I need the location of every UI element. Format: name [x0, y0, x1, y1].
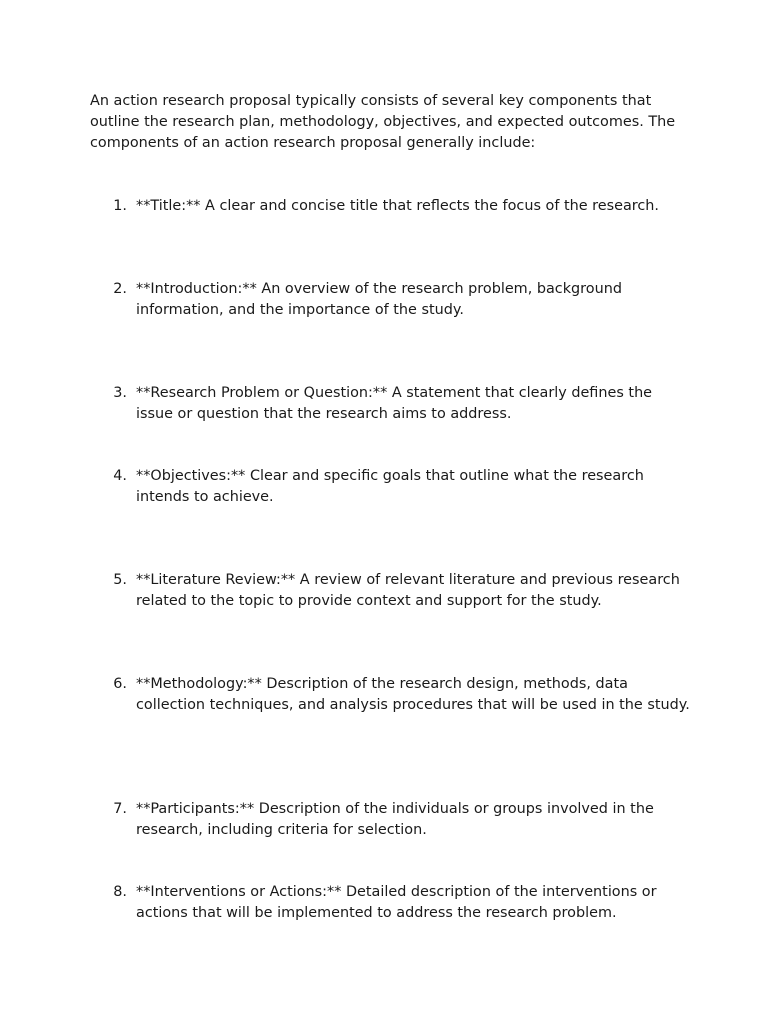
list-item-text: **Research Problem or Question:** A statement that clearly defines the issue or question that the research aims to address.: [136, 385, 653, 422]
list-item: [90, 799, 690, 841]
list-item: [90, 196, 690, 217]
list-item: [90, 674, 690, 716]
list-item: [90, 882, 690, 924]
list-item-text: **Methodology:** Description of the research design, methods, data collection techniques, and analysis procedures that will be used in the study.: [136, 676, 690, 713]
intro-paragraph: An action research proposal typically consists of several key components that outline the research plan, methodology, objectives, and expected outcomes. The components of an action research proposal generally include:: [90, 93, 676, 151]
list-item-text: **Objectives:** Clear and specific goals that outline what the research intends to achieve.: [136, 468, 644, 505]
list-item-text: **Title:** A clear and concise title that reflects the focus of the research.: [136, 198, 659, 214]
list-item-text: **Interventions or Actions:** Detailed description of the interventions or actions that will be implemented to address the research problem.: [136, 884, 657, 921]
list-item-number: 2.: [113, 281, 127, 297]
list-item-number: 6.: [113, 676, 127, 692]
list-item: [90, 466, 690, 508]
list-item-text: **Participants:** Description of the individuals or groups involved in the research, including criteria for selection.: [136, 801, 654, 838]
list-item-text: **Literature Review:** A review of relevant literature and previous research related to the topic to provide context and support for the study.: [136, 572, 680, 609]
list-item-number: 3.: [113, 385, 127, 401]
list-item-number: 8.: [113, 884, 127, 900]
list-item-number: 1.: [113, 198, 127, 214]
list-item: [90, 279, 690, 321]
list-item-text: **Introduction:** An overview of the research problem, background information, and the importance of the study.: [136, 281, 622, 318]
list-item-number: 7.: [113, 801, 127, 817]
list-item-number: 5.: [113, 572, 127, 588]
list-item: [90, 570, 690, 612]
list-item-number: 4.: [113, 468, 127, 484]
list-item: [90, 383, 690, 425]
